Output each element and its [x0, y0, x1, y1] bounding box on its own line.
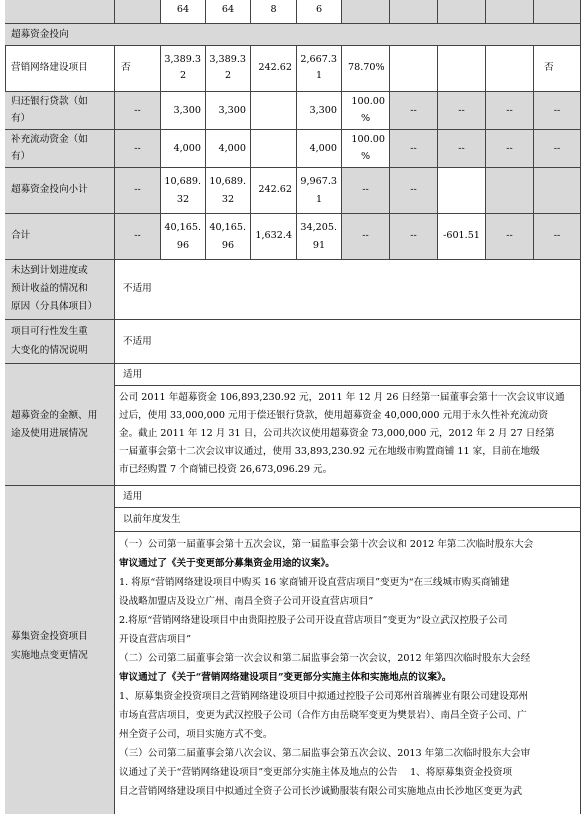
location-change-label [5, 486, 115, 814]
cell-text: 91 [312, 240, 326, 251]
table-cell [251, 130, 297, 168]
table-cell [534, 46, 581, 92]
table-cell [486, 130, 534, 168]
table-cell [486, 214, 534, 260]
feasibility-label [5, 320, 115, 364]
label-line: 原因（分具体项目） [11, 301, 98, 312]
row-name-line: 归还银行贷款（如 [11, 96, 88, 107]
label-line: 募集资金投资项目 [11, 631, 88, 642]
top-row-c6 [342, 0, 390, 24]
table-cell [438, 168, 486, 214]
table-row-label [5, 130, 115, 168]
cell-text: 9,967.3 [300, 176, 337, 187]
cell-text: 96 [221, 240, 235, 251]
fund-usage-table [5, 0, 581, 814]
table-cell [206, 130, 251, 168]
table-cell [161, 168, 206, 214]
detail-line: 市已经购置 7 个商铺已投资 26,673,096.29 元。 [119, 464, 333, 475]
table-cell [342, 168, 390, 214]
label-line: 途及使用进展情况 [11, 428, 88, 439]
top-row-c2 [161, 0, 206, 24]
table-cell [251, 168, 297, 214]
label-line: 大变化的情况说明 [11, 345, 88, 356]
table-cell [206, 46, 251, 92]
table-cell [206, 168, 251, 214]
table-cell [297, 214, 342, 260]
detail-line: 2.将原“营销网络建设项目中由贵阳控股子公司开设直营店项目”变更为“设立武汉控股子公司 [119, 615, 508, 626]
table-cell [486, 92, 534, 130]
top-row-c2-text: 64 [176, 4, 190, 15]
cell-text: -601.51 [443, 230, 480, 241]
cell-text: -- [410, 184, 417, 195]
top-row-c5 [297, 0, 342, 24]
table-cell [342, 46, 390, 92]
table-row-label [5, 92, 115, 130]
cell-text: -- [410, 230, 417, 241]
cell-text: -- [410, 143, 417, 154]
top-row-c9 [486, 0, 534, 24]
table-cell [342, 130, 390, 168]
cell-text: % [360, 113, 371, 124]
cell-text: -- [134, 143, 141, 154]
cell-text: 242.62 [258, 184, 292, 195]
detail-line: 设战略加盟店及设立广州、南昌全资子公司开设直营店项目” [119, 596, 374, 607]
table-cell [390, 92, 438, 130]
cell-text: % [360, 151, 371, 162]
table-cell [161, 214, 206, 260]
location-change-period [115, 508, 581, 532]
table-cell [342, 214, 390, 260]
table-cell [534, 130, 581, 168]
table-cell [206, 92, 251, 130]
cell-text: 78.70% [348, 62, 385, 73]
detail-line: 州全资子公司，项目实施方式不变。 [119, 729, 273, 740]
row-name-line: 有） [11, 113, 31, 124]
cell-text: 10,689. [209, 176, 246, 187]
cell-text: 3,389.3 [164, 54, 201, 65]
table-cell [161, 130, 206, 168]
detail-line: （三）公司第二届董事会第八次会议、第二届监事会第五次会议、2013 年第二次临时股东大会审 [119, 748, 531, 759]
top-row-c10 [534, 0, 581, 24]
cell-text: 1,632.4 [255, 230, 292, 241]
value-text: 不适用 [123, 283, 152, 294]
detail-line: （二）公司第二届董事会第一次会议和第二届监事会第一次会议，2012 年第四次临时股东大会经 [119, 653, 531, 664]
cell-text: -- [134, 105, 141, 116]
top-row-c3 [206, 0, 251, 24]
detail-line: 公司 2011 年超募资金 106,893,230.92 元，2011 年 12 月 26 日经第一届董事会第十一次会议审议通 [119, 392, 565, 403]
table-cell [534, 214, 581, 260]
cell-text: 否 [121, 62, 131, 73]
table-cell [438, 92, 486, 130]
table-cell [390, 214, 438, 260]
table-cell [251, 92, 297, 130]
table-cell [534, 168, 581, 214]
status-text: 适用 [123, 491, 143, 502]
cell-text: 2 [179, 70, 187, 81]
table-cell [438, 214, 486, 260]
top-row-c4-text: 8 [270, 4, 277, 15]
detail-line: 议通过了关于“营销网络建设项目”变更部分实施主体及地点的公告 1、将原募集资金投资项 [119, 767, 513, 778]
not-reached-label [5, 260, 115, 320]
table-cell [390, 130, 438, 168]
cell-text: 40,165. [209, 222, 246, 233]
detail-line: 目之营销网络建设项目中拟通过全资子公司长沙诚勤服装有限公司实施地点由长沙地区变更为武 [119, 786, 522, 797]
top-row-c4 [251, 0, 297, 24]
cell-text: 96 [176, 240, 190, 251]
table-row-label [5, 168, 115, 214]
table-cell [390, 46, 438, 92]
top-row-c1 [115, 0, 161, 24]
table-cell [161, 46, 206, 92]
location-change-status [115, 486, 581, 508]
table-cell [486, 46, 534, 92]
row-name-line: 有） [11, 151, 31, 162]
cell-text: 4,000 [173, 143, 201, 154]
cell-text: -- [134, 230, 141, 241]
cell-text: 4,000 [218, 143, 246, 154]
detail-line: 审议通过了《关于变更部分募集资金用途的议案》。 [119, 558, 335, 569]
detail-line: 开设直营店项目” [119, 634, 192, 645]
detail-line: 一届董事会第十二次会议审议通过，使用 33,893,230.92 元在地级市购置商铺 11 家，目前在地级 [119, 446, 540, 457]
cell-text: 34,205. [300, 222, 337, 233]
overraised-status [115, 364, 581, 386]
feasibility-value [115, 320, 581, 364]
cell-text: -- [506, 143, 513, 154]
cell-text: -- [553, 105, 561, 116]
detail-line: 1、原募集资金投资项目之营销网络建设项目中拟通过控股子公司郑州首瑞裤业有限公司建设郑州 [119, 691, 529, 702]
table-cell [115, 214, 161, 260]
table-cell [297, 168, 342, 214]
cell-text: -- [506, 230, 513, 241]
detail-line: 金。截止 2011 年 12 月 31 日，公司共次议使用超募资金 73,000,000 元，2012 年 2 月 27 日经第 [119, 428, 555, 439]
cell-text: 3,300 [218, 105, 246, 116]
cell-text: 否 [544, 62, 554, 73]
table-cell [115, 92, 161, 130]
table-cell [486, 168, 534, 214]
value-text: 不适用 [123, 336, 152, 347]
period-text: 以前年度发生 [123, 514, 181, 525]
table-cell [438, 130, 486, 168]
table-row-label [5, 214, 115, 260]
label-line: 超募资金的金额、用 [11, 410, 98, 421]
overraised-detail [115, 386, 581, 486]
section-header-text: 超募资金投向 [11, 29, 69, 40]
table-cell [438, 46, 486, 92]
table-cell [297, 130, 342, 168]
top-row-c8 [438, 0, 486, 24]
table-cell [115, 168, 161, 214]
detail-line: 审议通过了《关于“营销网络建设项目”变更部分实施主体和实施地点的议案》。 [119, 672, 452, 683]
cell-text: 4,000 [309, 143, 337, 154]
row-name-line: 补充流动资金（如 [11, 134, 88, 145]
cell-text: 32 [221, 194, 235, 205]
cell-text: 1 [315, 194, 323, 205]
label-line: 预计收益的情况和 [11, 283, 88, 294]
location-change-detail [115, 532, 581, 814]
cell-text: -- [506, 105, 513, 116]
cell-text: -- [134, 184, 141, 195]
table-cell [206, 214, 251, 260]
cell-text: 2,667.3 [300, 54, 337, 65]
cell-text: -- [458, 105, 465, 116]
top-row-c3-text: 64 [221, 4, 235, 15]
label-line: 项目可行性发生重 [11, 326, 88, 337]
table-cell [390, 168, 438, 214]
cell-text: 1 [315, 70, 323, 81]
table-cell [115, 46, 161, 92]
row-name: 合计 [11, 230, 31, 241]
status-text: 适用 [123, 369, 143, 380]
detail-line: 过后，使用 33,000,000 元用于偿还银行贷款，使用超募资金 40,000,000 元用于永久性补充流动资 [119, 410, 549, 421]
top-row-label [5, 0, 115, 24]
top-row-c5-text: 6 [315, 4, 323, 15]
table-cell [251, 46, 297, 92]
top-row-c7 [390, 0, 438, 24]
detail-line: 1. 将原“营销网络建设项目中购买 16 家商铺开设直营店项目”变更为“在三线城市购买商铺建 [119, 577, 510, 588]
detail-line: 市场直营店项目，变更为武汉控股子公司（合作方由岳晓军变更为樊景岩）、南昌全资子公司、广 [119, 710, 527, 721]
cell-text: 10,689. [164, 176, 201, 187]
cell-text: 100.00 [351, 134, 385, 145]
cell-text: -- [553, 230, 561, 241]
row-name: 营销网络建设项目 [11, 62, 88, 73]
cell-text: 242.62 [258, 62, 292, 73]
cell-text: -- [362, 230, 369, 241]
cell-text: 3,300 [309, 105, 337, 116]
cell-text: 2 [224, 70, 232, 81]
table-cell [161, 92, 206, 130]
label-line: 未达到计划进度或 [11, 265, 88, 276]
cell-text: 32 [176, 194, 190, 205]
cell-text: 40,165. [164, 222, 201, 233]
not-reached-value [115, 260, 581, 320]
row-name: 超募资金投向小计 [11, 184, 88, 195]
label-line: 实施地点变更情况 [11, 650, 88, 661]
table-row-label [5, 46, 115, 92]
cell-text: 100.00 [351, 96, 385, 107]
table-cell [115, 130, 161, 168]
section-header [5, 24, 581, 46]
cell-text: 3,389.3 [209, 54, 246, 65]
table-cell [251, 214, 297, 260]
detail-line: （一）公司第一届董事会第十五次会议，第一届监事会第十次会议和 2012 年第二次临时股东大会 [119, 539, 534, 550]
cell-text: -- [458, 143, 465, 154]
cell-text: 3,300 [173, 105, 201, 116]
cell-text: -- [410, 105, 417, 116]
overraised-label [5, 364, 115, 486]
cell-text: -- [362, 184, 369, 195]
cell-text: -- [553, 143, 561, 154]
table-cell [534, 92, 581, 130]
table-cell [342, 92, 390, 130]
table-cell [297, 46, 342, 92]
table-cell [297, 92, 342, 130]
